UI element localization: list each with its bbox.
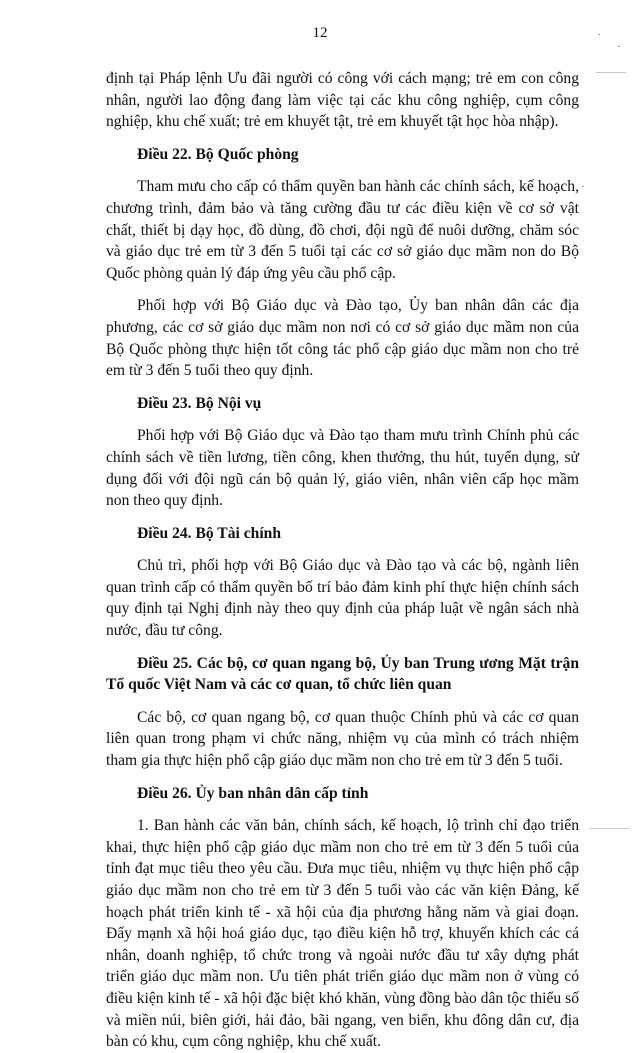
scan-speck: [590, 828, 630, 829]
scan-speck: [582, 186, 584, 187]
article-26-heading: Điều 26. Ủy ban nhân dân cấp tỉnh: [137, 784, 369, 802]
paragraph-continuation: định tại Pháp lệnh Ưu đãi người có công với cách mạng; trẻ em con công nhân, người lao động đang làm việc tại các khu công nghiệp, cụm công nghiệp, khu chế xuất; trẻ em khuyết tật, trẻ em khuyết tật học hòa nhập).: [106, 70, 579, 131]
article-26-paragraph-1: 1. Ban hành các văn bản, chính sách, kế hoạch, lộ trình chỉ đạo triển khai, thực hiện phổ cập giáo dục mầm non cho trẻ em từ 3 đến 5 tuổi của tỉnh đạt mục tiêu theo yêu cầu. Đưa mục tiêu, nhiệm vụ thực hiện phổ cập giáo dục mầm non cho trẻ em từ 3 đến 5 tuổi vào các văn kiện Đảng, kế hoạch phát triển kinh tế - xã hội của địa phương hằng năm và giai đoạn. Đẩy mạnh xã hội hoá giáo dục, tạo điều kiện hỗ trợ, khuyến khích các cá nhân, doanh nghiệp, tổ chức trong và ngoài nước đầu tư xây dựng phát triển giáo dục mầm non. Ưu tiên phát triển giáo dục mầm non ở vùng có điều kiện kinh tế - xã hội đặc biệt khó khăn, vùng đồng bào dân tộc thiểu số và miền núi, biên giới, hải đảo, bãi ngang, ven biển, khu đông dân cư, địa bàn có khu, cụm công nghiệp, khu chế xuất.: [106, 817, 579, 1051]
article-22-paragraph-2: Phối hợp với Bộ Giáo dục và Đào tạo, Ủy ban nhân dân các địa phương, các cơ sở giáo dục mầm non nơi có cơ sở giáo dục mầm non của Bộ Quốc phòng thực hiện tốt công tác phổ cập giáo dục mầm non cho trẻ em từ 3 đến 5 tuổi theo quy định.: [106, 297, 579, 380]
article-24-paragraph: Chủ trì, phối hợp với Bộ Giáo dục và Đào tạo và các bộ, ngành liên quan trình cấp có thẩm quyền bố trí bảo đảm kinh phí thực hiện chính sách quy định tại Nghị định này theo quy định của pháp luật về ngân sách nhà nước, đầu tư công.: [106, 557, 579, 640]
page-number: 12: [312, 25, 328, 41]
scan-speck: [598, 34, 600, 35]
article-25-heading: Điều 25. Các bộ, cơ quan ngang bộ, Ủy ban Trung ương Mặt trận Tổ quốc Việt Nam và các cơ quan, tổ chức liên quan: [106, 654, 579, 694]
article-24-heading: Điều 24. Bộ Tài chính: [137, 524, 281, 542]
article-22-heading: Điều 22. Bộ Quốc phòng: [137, 145, 299, 163]
article-23-heading: Điều 23. Bộ Nội vụ: [137, 394, 262, 412]
scan-speck: [596, 72, 626, 73]
scan-speck: [618, 46, 620, 47]
article-22-paragraph-1: Tham mưu cho cấp có thẩm quyền ban hành các chính sách, kế hoạch, chương trình, đảm bảo và tăng cường đầu tư các điều kiện về cơ sở vật chất, thiết bị dạy học, đồ dùng, đồ chơi, đội ngũ để nuôi dưỡng, chăm sóc và giáo dục trẻ em từ 3 đến 5 tuổi tại các cơ sở giáo dục mầm non do Bộ Quốc phòng quản lý đáp ứng yêu cầu phổ cập.: [106, 178, 579, 282]
article-25-paragraph: Các bộ, cơ quan ngang bộ, cơ quan thuộc Chính phủ và các cơ quan liên quan trong phạm vi chức năng, nhiệm vụ của mình có trách nhiệm tham gia thực hiện phổ cập giáo dục mầm non cho trẻ em từ 3 đến 5 tuổi.: [106, 708, 579, 770]
article-23-paragraph: Phối hợp với Bộ Giáo dục và Đào tạo tham mưu trình Chính phủ các chính sách về tiền lương, tiền công, khen thưởng, thu hút, tuyển dụng, sử dụng đối với đội ngũ cán bộ quản lý, giáo viên, nhân viên cấp học mầm non theo quy định.: [106, 427, 579, 510]
document-body: [106, 68, 579, 1053]
